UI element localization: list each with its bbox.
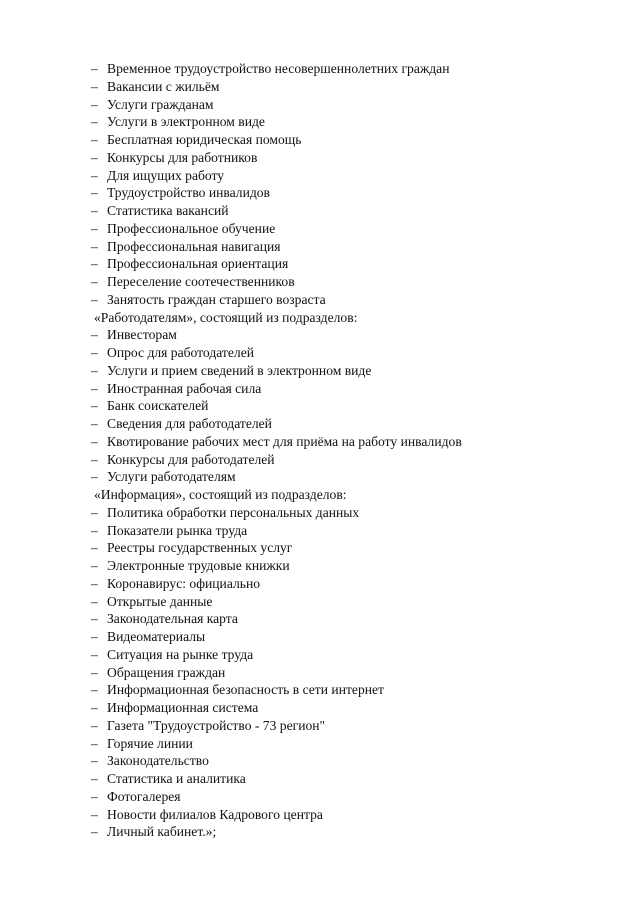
list-item-text: Реестры государственных услуг — [107, 540, 293, 556]
list-item — [91, 220, 611, 238]
list-item — [91, 539, 611, 557]
list-dash: – — [91, 433, 98, 449]
list-item — [91, 131, 611, 149]
list-item-text: Конкурсы для работников — [107, 149, 258, 165]
list-item — [91, 78, 611, 96]
list-dash: – — [91, 717, 98, 733]
list-dash: – — [91, 274, 98, 289]
list-dash: – — [91, 806, 98, 822]
list-dash: – — [91, 220, 98, 236]
list-item-text: Опрос для работодателей — [107, 345, 255, 360]
list-dash: – — [91, 114, 98, 130]
list-item — [91, 522, 611, 540]
list-item — [91, 113, 611, 131]
list-dash: – — [91, 362, 98, 378]
list-dash: – — [91, 416, 98, 431]
list-item — [91, 433, 611, 451]
list-item — [91, 451, 611, 469]
list-item-text: Электронные трудовые книжки — [107, 558, 290, 573]
section-heading-text: «Информация», состоящий из подразделов: — [94, 487, 347, 502]
list-item — [91, 255, 611, 273]
list-item — [91, 664, 611, 682]
list-dash: – — [91, 629, 98, 644]
list-dash: – — [91, 380, 98, 396]
list-dash: – — [91, 593, 98, 609]
list-item — [91, 96, 611, 114]
list-item — [91, 699, 611, 717]
list-item-text: Услуги гражданам — [107, 96, 214, 112]
list-dash: – — [91, 558, 98, 573]
list-item — [91, 823, 611, 841]
list-dash: – — [91, 611, 98, 627]
list-item-text: Газета "Трудоустройство - 73 регион" — [107, 717, 326, 733]
list-item-text: Личный кабинет.»; — [107, 824, 217, 840]
list-item — [91, 468, 611, 486]
list-item-text: Ситуация на рынке труда — [107, 646, 254, 662]
list-item — [91, 167, 611, 185]
list-item — [91, 770, 611, 788]
list-item-text: Открытые данные — [107, 593, 213, 609]
list-dash: – — [91, 132, 98, 147]
list-item — [91, 752, 611, 770]
list-item — [91, 575, 611, 593]
list-dash: – — [91, 824, 98, 840]
list-item-text: Вакансии с жильём — [107, 78, 220, 94]
document-body — [91, 60, 611, 841]
list-item-text: Горячие линии — [107, 735, 193, 751]
list-item — [91, 326, 611, 344]
list-dash: – — [91, 753, 98, 769]
list-item-text: Информационная безопасность в сети интернет — [107, 682, 384, 698]
list-dash: – — [91, 788, 98, 804]
list-item-text: Политика обработки персональных данных — [107, 504, 360, 520]
list-item-text: Профессиональное обучение — [107, 220, 276, 236]
list-item-text: Профессиональная навигация — [107, 238, 281, 254]
list-dash: – — [91, 540, 98, 556]
list-item — [91, 238, 611, 256]
list-item-text: Законодательная карта — [107, 611, 238, 627]
list-item — [91, 806, 611, 824]
list-dash: – — [91, 398, 98, 414]
list-item — [91, 149, 611, 167]
list-item-text: Для ищущих работу — [107, 167, 225, 183]
list-item-text: Иностранная рабочая сила — [107, 380, 262, 396]
list-item-text: Конкурсы для работодателей — [107, 451, 275, 467]
list-dash: – — [91, 185, 98, 201]
list-dash: – — [91, 646, 98, 662]
list-item-text: Банк соискателей — [107, 398, 209, 414]
list-dash: – — [91, 238, 98, 254]
list-dash: – — [91, 451, 98, 467]
list-item — [91, 415, 611, 433]
list-item-text: Занятость граждан старшего возраста — [107, 291, 326, 307]
list-item — [91, 60, 611, 78]
list-dash: – — [91, 700, 98, 715]
list-dash: – — [91, 291, 98, 307]
list-dash: – — [91, 203, 98, 218]
list-item — [91, 344, 611, 362]
list-dash: – — [91, 504, 98, 520]
list-dash: – — [91, 682, 98, 698]
list-item-text: Услуги и прием сведений в электронном виде — [107, 362, 372, 378]
section-heading — [91, 309, 611, 327]
list-item-text: Показатели рынка труда — [107, 522, 248, 538]
list-item-text: Статистика вакансий — [107, 203, 229, 218]
list-item — [91, 202, 611, 220]
list-item-text: Коронавирус: официально — [107, 575, 261, 591]
list-item — [91, 717, 611, 735]
list-item — [91, 646, 611, 664]
list-item-text: Сведения для работодателей — [107, 416, 272, 431]
list-item-text: Обращения граждан — [107, 664, 226, 680]
list-dash: – — [91, 149, 98, 165]
list-item-text: Новости филиалов Кадрового центра — [107, 806, 323, 822]
list-item-text: Законодательство — [107, 753, 209, 769]
list-item — [91, 557, 611, 575]
list-dash: – — [91, 664, 98, 680]
list-item-text: Информационная система — [107, 700, 259, 715]
list-dash: – — [91, 96, 98, 112]
list-item-text: Инвесторам — [107, 327, 177, 343]
list-item — [91, 681, 611, 699]
section-heading-text: «Работодателям», состоящий из подразделов: — [94, 309, 358, 325]
list-item — [91, 380, 611, 398]
list-item-text: Бесплатная юридическая помощь — [107, 132, 302, 147]
list-dash: – — [91, 771, 98, 786]
list-item — [91, 184, 611, 202]
list-dash: – — [91, 61, 98, 76]
list-item-text: Временное трудоустройство несовершеннолетних граждан — [107, 61, 450, 76]
list-item-text: Услуги в электронном виде — [107, 114, 265, 130]
list-dash: – — [91, 575, 98, 591]
list-dash: – — [91, 345, 98, 360]
list-item — [91, 504, 611, 522]
list-dash: – — [91, 256, 98, 272]
list-item — [91, 788, 611, 806]
list-item-text: Переселение соотечественников — [107, 274, 295, 289]
section-heading — [91, 486, 611, 504]
list-dash: – — [91, 167, 98, 183]
list-item — [91, 397, 611, 415]
list-dash: – — [91, 522, 98, 538]
list-dash: – — [91, 735, 98, 751]
list-item — [91, 610, 611, 628]
list-item-text: Видеоматериалы — [107, 629, 206, 644]
list-item — [91, 735, 611, 753]
list-item — [91, 628, 611, 646]
list-item — [91, 291, 611, 309]
list-item — [91, 362, 611, 380]
list-item-text: Трудоустройство инвалидов — [107, 185, 270, 201]
list-item-text: Услуги работодателям — [107, 469, 236, 485]
list-item-text: Профессиональная ориентация — [107, 256, 289, 272]
list-item — [91, 273, 611, 291]
list-dash: – — [91, 327, 98, 343]
list-item-text: Статистика и аналитика — [107, 771, 246, 786]
list-item-text: Фотогалерея — [107, 788, 181, 804]
list-dash: – — [91, 78, 98, 94]
list-item-text: Квотирование рабочих мест для приёма на работу инвалидов — [107, 433, 462, 449]
list-dash: – — [91, 469, 98, 485]
list-item — [91, 593, 611, 611]
